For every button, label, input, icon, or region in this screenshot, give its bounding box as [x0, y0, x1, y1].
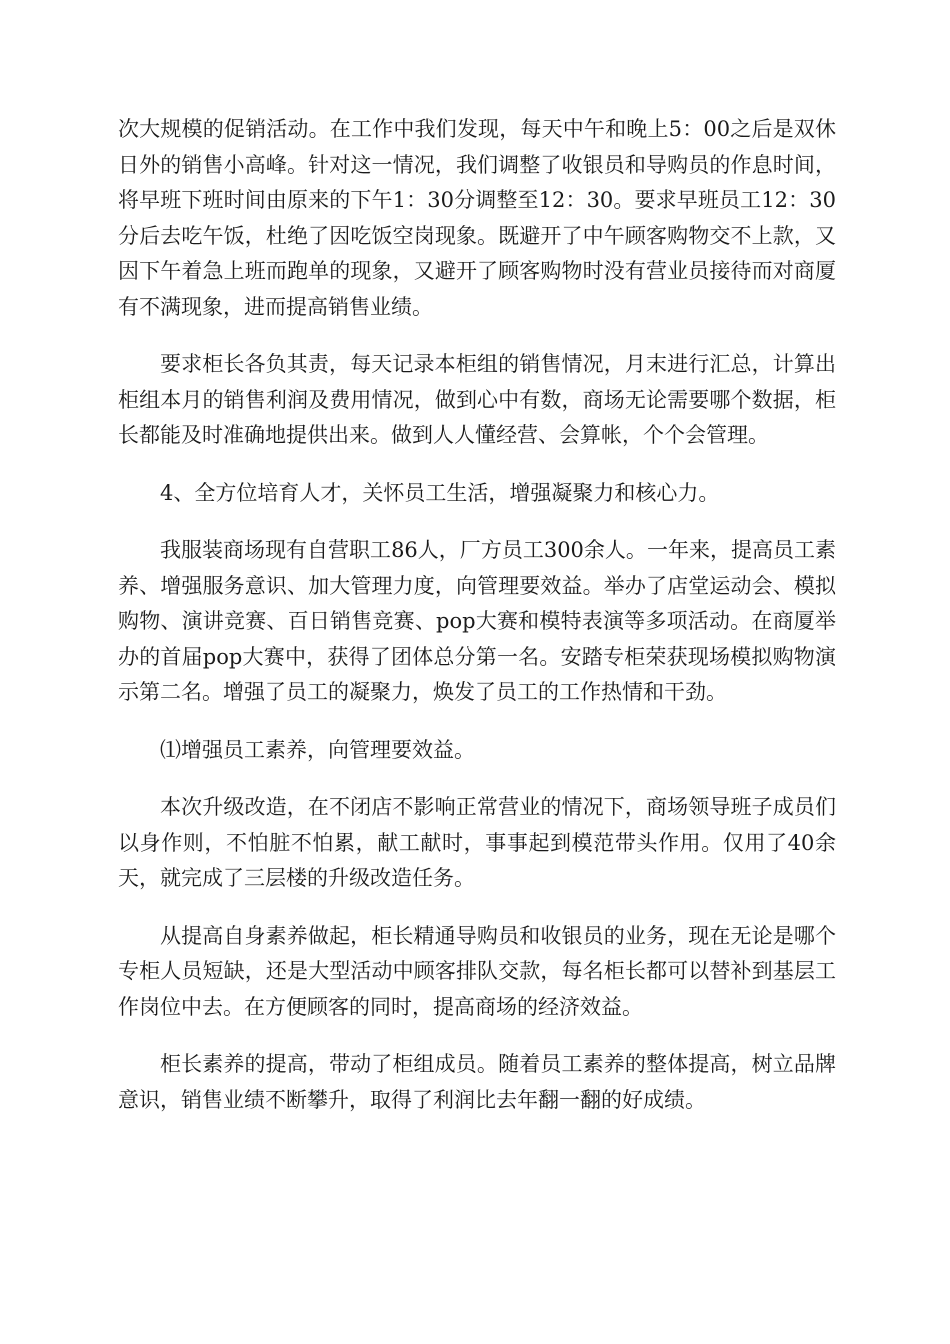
document-body	[118, 112, 836, 1140]
paragraph-counter-manager-duties: 要求柜长各负其责，每天记录本柜组的销售情况，月末进行汇总，计算出柜组本月的销售利润及费用情况，做到心中有数，商场无论需要哪个数据，柜长都能及时准确地提供出来。做到人人懂经营、会算帐，个个会管理。	[118, 352, 836, 447]
paragraph-renovation: 本次升级改造，在不闭店不影响正常营业的情况下，商场领导班子成员们以身作则，不怕脏不怕累，献工献时，事事起到模范带头作用。仅用了40余天，就完成了三层楼的升级改造任务。	[118, 795, 836, 890]
paragraph-self-improvement: 从提高自身素养做起，柜长精通导购员和收银员的业务，现在无论是哪个专柜人员短缺，还是大型活动中顾客排队交款，每名柜长都可以替补到基层工作岗位中去。在方便顾客的同时，提高商场的经济效益。	[118, 923, 836, 1019]
paragraph-promotion-schedule: 次大规模的促销活动。在工作中我们发现，每天中午和晚上5：00之后是双休日外的销售小高峰。针对这一情况，我们调整了收银员和导购员的作息时间，将早班下班时间由原来的下午1：30分调整至12：30。要求早班员工12：30分后去吃午饭，杜绝了因吃饭空岗现象。既避开了中午顾客购物交不上款，又因下午着急上班而跑单的现象，又避开了顾客购物时没有营业员接待而对商厦有不满现象，进而提高销售业绩。	[118, 117, 836, 319]
subheading-staff-quality: ⑴增强员工素养，向管理要效益。	[160, 737, 475, 762]
paragraph-results: 柜长素养的提高，带动了柜组成员。随着员工素养的整体提高，树立品牌意识，销售业绩不断攀升，取得了利润比去年翻一翻的好成绩。	[118, 1052, 836, 1112]
section-heading-talent-cultivation: 4、全方位培育人才，关怀员工生活，增强凝聚力和核心力。	[160, 480, 720, 505]
paragraph-staff-activities: 我服装商场现有自营职工86人，厂方员工300余人。一年来，提高员工素养、增强服务意识、加大管理力度，向管理要效益。举办了店堂运动会、模拟购物、演讲竞赛、百日销售竞赛、pop大赛和模特表演等多项活动。在商厦举办的首届pop大赛中，获得了团体总分第一名。安踏专柜荣获现场模拟购物演示第二名。增强了员工的凝聚力，焕发了员工的工作热情和干劲。	[118, 538, 836, 704]
